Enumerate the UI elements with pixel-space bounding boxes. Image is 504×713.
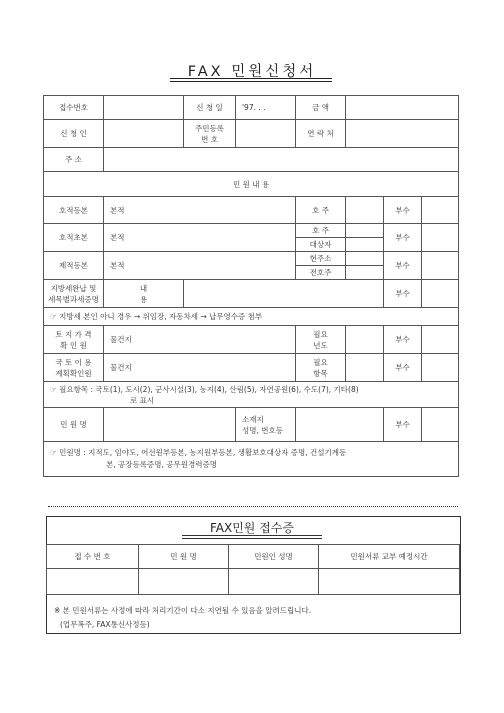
title-underline-2 [170,81,332,82]
amount-label: 금 액 [296,96,346,120]
copies-label: 부수 [384,326,422,354]
required-items-note-1: ☞ 필요항목 : 국토(1), 도시(2), 군사시설(3), 농지(4), 산림(5), 자연공원(6), 수도(7), 기타(8) [50,384,359,394]
receipt-header-delivery-time: 민원서류 교부 예정시간 [319,545,460,569]
removed-register-domicile[interactable]: 본적 [104,252,296,280]
required-items-label [296,354,346,382]
resident-number-label [184,120,236,148]
copies-label: 부수 [384,354,422,382]
receipt-table [46,544,460,595]
civil-petition-name-label: 민 원 명 [44,408,104,442]
address-field[interactable] [104,148,459,172]
family-register-extract-label: 호적초본 [44,224,104,252]
applicant-label: 신 청 인 [44,120,104,148]
required-year-field[interactable] [346,326,384,354]
local-tax-certificate-label [44,280,104,308]
civil-petition-name-field[interactable] [104,408,236,442]
required-items-label-1: 필요 [313,357,328,367]
family-register-extract-domicile[interactable]: 본적 [104,224,296,252]
previous-head-label: 전호주 [296,266,346,280]
receipt-title-underline-2 [182,538,322,539]
receipt-note-2: (업무폭주, FAX통신사정등) [60,620,150,629]
applicant-field[interactable] [104,120,184,148]
civil-petition-note-1: ☞ 민원명 : 지적도, 임야도, 어선원부등본, 농지원부등본, 생활보호대상자 증명, 건설기계등 [50,448,347,457]
application-date-field[interactable]: '97. . . [236,96,296,120]
application-date-label: 신 청 일 [184,96,236,120]
amount-field[interactable] [346,96,459,120]
copies-field[interactable] [422,252,459,280]
previous-head-field[interactable] [346,266,384,280]
copies-label: 부수 [384,280,422,308]
receipt-note [54,604,311,632]
copies-label: 부수 [384,197,422,224]
required-year-label-2: 년도 [313,340,328,350]
page-title: FAX 민원신청서 [187,64,317,80]
copies-field[interactable] [422,354,459,382]
location-label [236,408,296,442]
contact-field[interactable] [346,120,459,148]
land-use-plan-label [44,354,104,382]
title-underline [170,78,332,79]
copies-label: 부수 [384,224,422,252]
content-label [104,280,184,308]
copies-label: 부수 [384,408,422,442]
land-use-label-2: 계획확인원 [55,368,92,378]
local-tax-content-field[interactable] [184,280,384,308]
receipt-header-applicant: 민원인 성명 [229,545,319,569]
receipt-petition-cell[interactable] [139,569,229,595]
family-head-field[interactable] [346,197,384,224]
address-label: 주 소 [44,148,104,172]
receipt-title: FAX민원 접수증 [209,521,294,535]
family-head-field[interactable] [346,224,384,238]
current-address-field[interactable] [346,252,384,266]
location-label-2: 성명, 번호등 [242,425,283,435]
receipt-note-1: ※ 본 민원서류는 사정에 따라 처리기간이 다소 지연될 수 있음을 알려드립니다. [54,606,312,615]
resident-number-label-1: 주민등록 [195,123,224,133]
required-items-label-2: 항목 [313,368,328,378]
family-register-copy-label: 호적등본 [44,197,104,224]
required-items-field[interactable] [346,354,384,382]
resident-number-field[interactable] [236,120,296,148]
current-address-label: 현주소 [296,252,346,266]
civil-petition-note [44,442,459,477]
section-heading: 민 원 내 용 [44,172,459,197]
family-head-label: 호 주 [296,224,346,238]
cut-line [48,506,458,507]
removed-register-copy-label: 제적등본 [44,252,104,280]
local-tax-note: ☞ 지방세 본인 아니 경우 → 위임장, 자동차세 → 납무영수증 첨부 [44,308,459,326]
subject-person-field[interactable] [346,238,384,252]
required-year-label [296,326,346,354]
family-head-label: 호 주 [296,197,346,224]
land-price-property-field[interactable]: 물건지 [104,326,296,354]
family-register-copy-domicile[interactable]: 본적 [104,197,296,224]
required-items-note [44,382,459,408]
content-label-2: 용 [139,294,148,304]
receipt-delivery-time-cell[interactable] [319,569,460,595]
copies-field[interactable] [422,197,459,224]
receipt-number-label: 접수번호 [44,96,104,120]
copies-field[interactable] [422,280,459,308]
location-label-1: 소재지 [242,414,264,424]
land-use-label-1: 국 토 이 용 [55,357,92,367]
receipt-number-cell[interactable] [47,569,139,595]
copies-field[interactable] [422,224,459,252]
receipt-applicant-cell[interactable] [229,569,319,595]
local-tax-label-1: 지방세완납 및 [50,283,97,293]
application-form-table [43,95,459,477]
resident-number-label-2: 번 호 [201,134,218,144]
receipt-header-petition: 민 원 명 [139,545,229,569]
receipt-number-field[interactable] [104,96,184,120]
copies-label: 부수 [384,252,422,280]
content-label-1: 내 [139,283,148,293]
location-field[interactable] [296,408,384,442]
required-items-note-2: 로 표시 [130,395,155,405]
land-price-label-1: 토 지 가 격 [55,329,92,339]
civil-petition-note-2: 본, 공장등록증명, 공무원경력증명 [106,460,217,469]
receipt-header-number: 접 수 번 호 [47,545,139,569]
subject-person-label: 대상자 [296,238,346,252]
required-year-label-1: 필요 [313,329,328,339]
land-price-label-2: 확 인 원 [60,340,87,350]
copies-field[interactable] [422,408,459,442]
copies-field[interactable] [422,326,459,354]
receipt-title-underline [182,535,322,536]
contact-label: 연 락 처 [296,120,346,148]
land-use-property-field[interactable]: 물건지 [104,354,296,382]
local-tax-label-2: 세목별과세증명 [48,294,99,304]
land-price-certificate-label [44,326,104,354]
